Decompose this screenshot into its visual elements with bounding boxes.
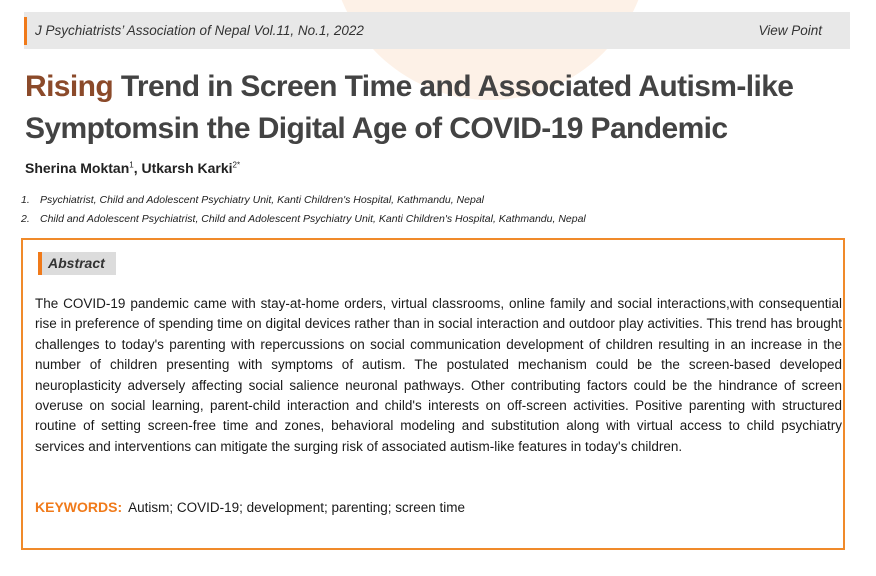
author-name: Utkarsh Karki: [141, 160, 233, 176]
keywords-text: Autism; COVID-19; development; parenting; screen time: [128, 500, 466, 515]
author-name: Sherina Moktan: [25, 160, 130, 176]
author-affiliation-mark: 1: [129, 160, 134, 170]
author-separator: ,: [133, 160, 142, 176]
abstract-body: The COVID-19 pandemic came with stay-at-home orders, virtual classrooms, online family and social interactions,with consequential rise in preference of spending time on digital devices rather than in social interaction and outdoor play activities. This trend has brought challenges to today's parenting with repercussions on social communication development of children resulting in an increase in the number of children presenting with symptoms of autism. The postulated mechanism could be the screen-based developed neuroplasticity adversely affecting social salience neuronal pathways. Other contributing factors could be the hindrance of screen overuse on social learning, parent-child interaction and child's interests on off-screen activities. Positive parenting with structured routine of setting screen-free time and zones, behavioral modeling and substitution along with virtual access to child psychiatry services and interventions can mitigate the surging risk of associated autism-like features in today's children.: [35, 296, 842, 454]
abstract-box: [21, 238, 845, 550]
keywords-label: KEYWORDS:: [35, 499, 123, 515]
affiliation-list: [21, 193, 586, 231]
header-accent-bar: [24, 17, 27, 45]
title-line2: Symptomsin the Digital Age of COVID-19 Pandemic: [25, 112, 728, 145]
journal-header: [24, 12, 850, 49]
journal-citation: J Psychiatrists’ Association of Nepal Vol.11, No.1, 2022: [35, 23, 364, 38]
affiliation-item: [21, 193, 586, 212]
author-affiliation-mark: 2*: [232, 160, 241, 170]
title-first-word: Rising: [25, 70, 114, 103]
keywords-line: [35, 499, 465, 515]
affiliation-number: 2.: [21, 213, 30, 225]
article-type: View Point: [758, 23, 822, 38]
affiliation-item: [21, 212, 586, 231]
author-list: [25, 160, 240, 176]
affiliation-text: Psychiatrist, Child and Adolescent Psychiatry Unit, Kanti Children's Hospital, Kathmandu, Nepal: [40, 194, 484, 206]
article-title: [25, 66, 865, 150]
abstract-heading-text: Abstract: [48, 255, 105, 271]
affiliation-number: 1.: [21, 194, 30, 206]
abstract-heading: [38, 252, 116, 275]
affiliation-text: Child and Adolescent Psychiatrist, Child and Adolescent Psychiatry Unit, Kanti Children's Hospital, Kathmandu, Nepal: [40, 213, 586, 225]
title-line1-rest: Trend in Screen Time and Associated Autism-like: [113, 70, 794, 103]
